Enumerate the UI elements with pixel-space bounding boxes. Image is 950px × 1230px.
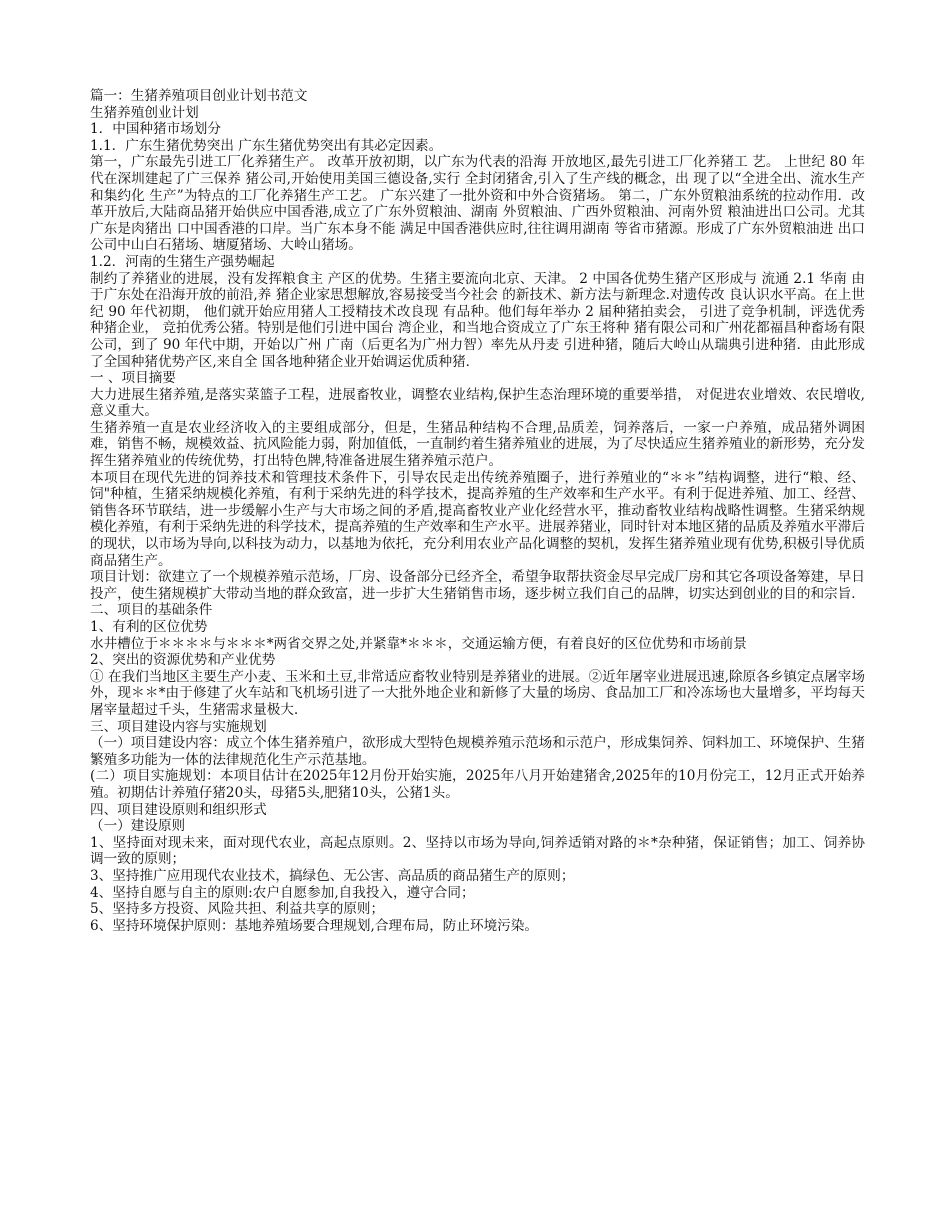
list-item: 1、坚持面对现未来，面对现代农业，高起点原则。2、坚持以市场为导向,饲养适销对路的＊*杂种猪，保证销售；加工、饲养协调一致的原则；: [90, 834, 865, 868]
body-paragraph: 生猪养殖一直是农业经济收入的主要组成部分，但是，生猪品种结构不合理,品质差，饲养落后，一家一户养殖，成品猪外调困难，销售不畅，规模效益、抗风险能力弱，附加值低，一直制约着生猪养殖业的进展，为了尽快适应生猪养殖业的新形势，充分发挥生猪养殖业的传统优势，打出特色牌,特准备进展生猪养殖示范户。: [90, 419, 865, 470]
list-item: 3、坚持推广应用现代农业技术，搞绿色、无公害、高品质的商品猪生产的原则；: [90, 867, 575, 884]
subsection-heading: 1、有利的区位优势: [90, 619, 208, 635]
body-paragraph: （一）项目建设内容：成立个体生猪养殖户，欲形成大型特色规模养殖示范场和示范户，形成集饲养、饲料加工、环境保护、生猪繁殖多功能为一体的法律规范化生产示范基地。: [90, 735, 865, 768]
section-heading: 四、项目建设原则和组织形式: [90, 801, 267, 818]
body-paragraph: 制约了养猪业的进展，没有发挥粮食主 产区的优势。生猪主要流向北京、天津。 2 中国各优势生猪产区形成与 流通 2.1 华南 由于广东处在沿海开放的前沿,养 猪企业家思想解放,容易接受当今社会 的新技术、新方法与新理念.对遗传改 良认识水平高。在上世纪 90 年代初期， 他们就开始应用猪人工授精技术改良现 有品种。他们每年举办 2 届种猪拍卖会， 引进了竞争机制，评选优秀种猪企业， 竞拍优秀公猪。特别是他们引进中国台 湾企业，和当地合资成立了广东王将种 猪有限公司和广州花都福昌种畜场有限 公司，到了 90 年代中期，开始以广州 广南（后更名为广州力智）率先从丹麦 引进种猪，随后大岭山从瑞典引进种猪．由此形成了全国种猪优势产区,来自全 国各地种猪企业开始调运优质种猪．: [90, 270, 865, 370]
body-paragraph: 水井槽位于＊＊＊＊与＊＊＊*两省交界之处,并紧靠*＊＊＊，交通运输方便，有着良好的区位优势和市场前景: [90, 635, 747, 652]
subsection-heading: 2、突出的资源优势和产业优势: [90, 652, 276, 669]
list-item: 5、坚持多方投资、风险共担、利益共享的原则；: [90, 901, 385, 918]
subsection-heading: （一）建设原则: [90, 818, 186, 835]
body-paragraph: 本项目在现代先进的饲养技术和管理技术条件下，引导农民走出传统养殖圈子，进行养殖业的“＊＊”结构调整，进行“粮、经、饲"种植，生猪采纳规模化养殖，有利于采纳先进的科学技术，提高养殖的生产效率和生产水平。有利于促进养殖、加工、经营、销售各环节联结，进一步缓解小生产与大市场之间的矛盾,提高畜牧业产业化经营水平，推动畜牧业结构战略性调整。生猪采纳规模化养殖，有利于采纳先进的科学技术，提高养殖的生产效率和生产水平。进展养猪业，同时针对本地区猪的品质及养殖水平滞后的现状，以市场为导向,以科技为动力，以基地为依托，充分利用农业产品化调整的契机，发挥生猪养殖业现有优势,积极引导优质商品猪生产。: [90, 469, 865, 569]
document-title: 篇一：生猪养殖项目创业计划书范文: [90, 88, 308, 104]
body-paragraph: 大力进展生猪养殖,是落实菜篮子工程，进展畜牧业，调整农业结构,保护生态治理环境的重要举措， 对促进农业增效、农民增收,意义重大。: [90, 386, 865, 420]
list-item: 4、坚持自愿与自主的原则:农户自愿参加,自我投入，遵守合同；: [90, 884, 475, 901]
section-heading: 一 、项目摘要: [90, 370, 176, 387]
body-paragraph: 第一，广东最先引进工厂化养猪生产。 改革开放初期，以广东为代表的沿海 开放地区,最先引进工厂化养猪工 艺。 上世纪 80 年代在深圳建起了广三保养 猪公司,开始使用美国三德设备,实行 全封闭猪舍,引入了生产线的概念，出 现了以“全进全出、流水生产和集约化 生产”为特点的工厂化养猪生产工艺。 广东兴建了一批外资和中外合资猪场。 第二，广东外贸粮油系统的拉动作用．改革开放后,大陆商品猪开始供应中国香港,成立了广东外贸粮油、湖南 外贸粮油、广西外贸粮油、河南外贸 粮油进出口公司。尤其广东是肉猪出 口中国香港的口岸。当广东本身不能 满足中国香港供应时,往往调用湖南 等省市猪源。形成了广东外贸粮油进 出口公司中山白石猪场、塘厦猪场、大岭山猪场。: [90, 154, 865, 254]
subsection-heading: 1.1．广东生猪优势突出 广东生猪优势突出有其必定因素。: [90, 137, 443, 154]
body-paragraph: ① 在我们当地区主要生产小麦、玉米和土豆,非常适应畜牧业特别是养猪业的进展。②近年屠宰业进展迅速,除原各乡镇定点屠宰场外，现＊＊*由于修建了火车站和飞机场引进了一大批外地企业和新修了大量的场房、食品加工厂和冷冻场也大量增多，平均每天屠宰量超过千头，生猪需求量极大.: [90, 668, 865, 718]
section-heading: 三、项目建设内容与实施规划: [90, 718, 267, 735]
list-item: 6、坚持环境保护原则：基地养殖场要合理规划,合理布局，防止环境污染。: [90, 917, 538, 934]
section-heading: 1．中国种猪市场划分: [90, 121, 221, 138]
subsection-heading: 1.2．河南的生猪生产强势崛起: [90, 253, 275, 270]
document-subtitle: 生猪养殖创业计划: [90, 104, 199, 121]
body-paragraph: (二）项目实施规划：本项目估计在2025年12月份开始实施，2025年八月开始建猪舍,2025年的10月份完工，12月正式开始养殖。初期估计养殖仔猪20头，母猪5头,肥猪10头，公猪1头。: [90, 768, 865, 801]
section-heading: 二、项目的基础条件: [90, 602, 213, 619]
document-page: [90, 88, 865, 934]
body-paragraph: 项目计划：欲建立了一个规模养殖示范场，厂房、设备部分已经齐全，希望争取帮扶资金尽早完成厂房和其它各项设备筹建，早日投产，使生猪规模扩大带动当地的群众致富，进一步扩大生猪销售市场，逐步树立我们自己的品牌，切实达到创业的目的和宗旨．: [90, 569, 865, 602]
